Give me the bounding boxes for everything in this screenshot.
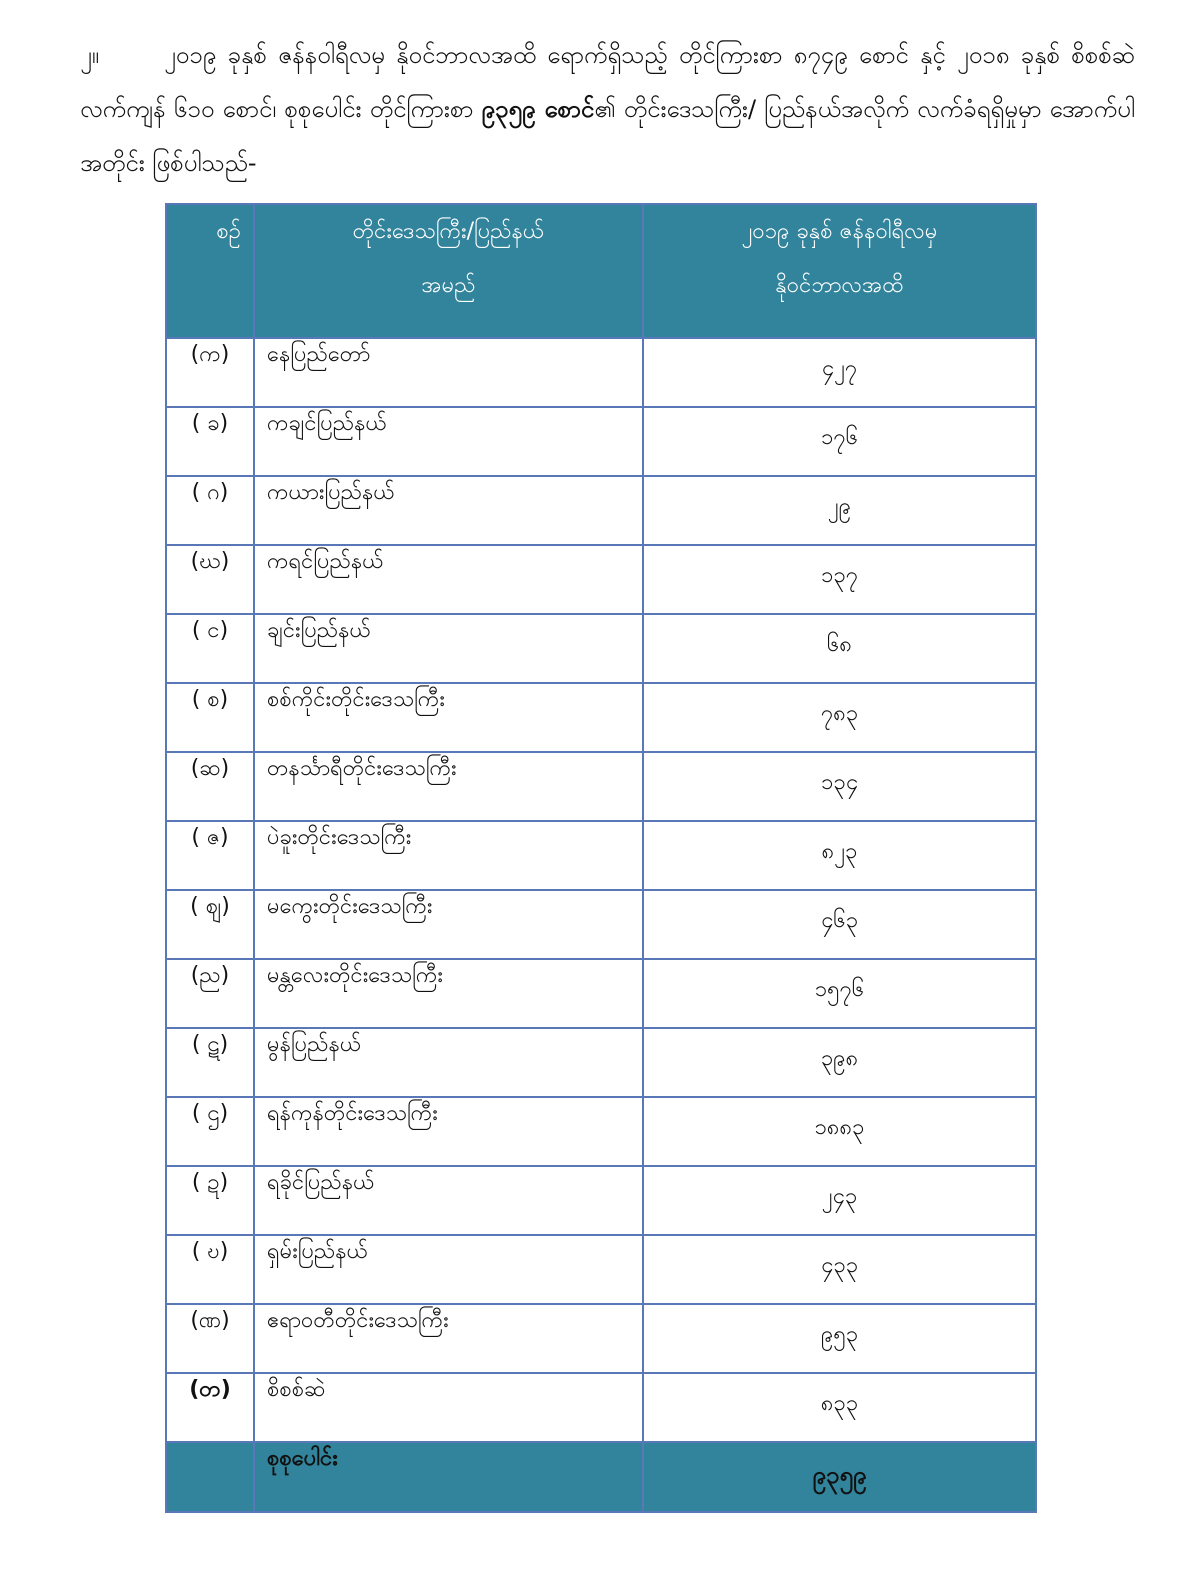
row-value: ၆၈ [643, 614, 1036, 683]
table-row [166, 407, 1036, 476]
paragraph-total-bold: ၉၃၅၉ စောင် [481, 95, 595, 123]
table-row [166, 821, 1036, 890]
header-region-line2: အမည် [421, 273, 476, 298]
row-number: ( ဍ) [166, 1166, 254, 1235]
table-row [166, 1166, 1036, 1235]
row-number: (ဃ) [166, 545, 254, 614]
table-row [166, 545, 1036, 614]
row-value: ၃၉၈ [643, 1028, 1036, 1097]
row-value: ၉၅၃ [643, 1304, 1036, 1373]
header-no [166, 204, 254, 338]
row-value: ၄၆၃ [643, 890, 1036, 959]
row-region-name: ပဲခူးတိုင်းဒေသကြီး [254, 821, 643, 890]
row-region-name: မွန်ပြည်နယ် [254, 1028, 643, 1097]
row-region-name: ရန်ကုန်တိုင်းဒေသကြီး [254, 1097, 643, 1166]
row-number: ( ခ) [166, 407, 254, 476]
row-number: (က) [166, 338, 254, 407]
row-region-name: စစ်ကိုင်းတိုင်းဒေသကြီး [254, 683, 643, 752]
row-region-name: နေပြည်တော် [254, 338, 643, 407]
row-region-name: ချင်းပြည်နယ် [254, 614, 643, 683]
row-value: ၂၄၃ [643, 1166, 1036, 1235]
table-row [166, 890, 1036, 959]
row-region-name: ရခိုင်ပြည်နယ် [254, 1166, 643, 1235]
table-row [166, 338, 1036, 407]
table-header-row [166, 204, 1036, 338]
row-value: ၂၉ [643, 476, 1036, 545]
paragraph-text-part2: ၏ တိုင်းဒေသကြီး/ ပြည်နယ်အလိုက် လက်ခံရရှိမှုမှာ အောက်ပါအတိုင်း ဖြစ်ပါသည်- [80, 95, 1135, 177]
table-row [166, 1373, 1036, 1442]
row-value: ၄၂၇ [643, 338, 1036, 407]
table-row [166, 1235, 1036, 1304]
paragraph-number: ၂။ [80, 41, 100, 69]
table-row [166, 959, 1036, 1028]
intro-paragraph [80, 28, 1135, 190]
row-value: ၈၃၃ [643, 1373, 1036, 1442]
table-row [166, 683, 1036, 752]
row-number: ( ဎ) [166, 1235, 254, 1304]
row-region-name: စိစစ်ဆဲ [254, 1373, 643, 1442]
row-number: (ဆ) [166, 752, 254, 821]
complaints-table [165, 203, 1037, 1513]
row-value: ၇၈၃ [643, 683, 1036, 752]
table-row [166, 614, 1036, 683]
total-no-cell [166, 1442, 254, 1512]
row-value: ၁၇၆ [643, 407, 1036, 476]
row-number: ( ဌ) [166, 1097, 254, 1166]
header-period-line2: နိုဝင်ဘာလအထိ [775, 273, 904, 298]
row-number: ( ဇ) [166, 821, 254, 890]
table-row [166, 476, 1036, 545]
header-region [254, 204, 643, 338]
row-region-name: ကချင်ပြည်နယ် [254, 407, 643, 476]
row-value: ၁၅၇၆ [643, 959, 1036, 1028]
table-total-row [166, 1442, 1036, 1512]
header-period [643, 204, 1036, 338]
row-number: (ည) [166, 959, 254, 1028]
table-row [166, 1028, 1036, 1097]
row-region-name: ကယားပြည်နယ် [254, 476, 643, 545]
row-number: ( ဂ) [166, 476, 254, 545]
row-value: ၁၈၈၃ [643, 1097, 1036, 1166]
row-region-name: ကရင်ပြည်နယ် [254, 545, 643, 614]
table-row [166, 1304, 1036, 1373]
row-value: ၁၃၇ [643, 545, 1036, 614]
row-number: ( စ) [166, 683, 254, 752]
header-region-line1: တိုင်းဒေသကြီး/ပြည်နယ် [352, 219, 545, 244]
total-value: ၉၃၅၉ [643, 1442, 1036, 1512]
row-value: ၈၂၃ [643, 821, 1036, 890]
row-number: ( င) [166, 614, 254, 683]
row-number: ( ဋ) [166, 1028, 254, 1097]
row-number: (တ) [166, 1373, 254, 1442]
row-region-name: ဧရာဝတီတိုင်းဒေသကြီး [254, 1304, 643, 1373]
row-region-name: မန္တလေးတိုင်းဒေသကြီး [254, 959, 643, 1028]
row-region-name: တနင်္သာရီတိုင်းဒေသကြီး [254, 752, 643, 821]
header-period-line1: ၂၀၁၉ ခုနှစ် ဇန်နဝါရီလမှ [741, 219, 938, 244]
row-region-name: မကွေးတိုင်းဒေသကြီး [254, 890, 643, 959]
row-region-name: ရှမ်းပြည်နယ် [254, 1235, 643, 1304]
row-value: ၄၃၃ [643, 1235, 1036, 1304]
header-no-label: စဉ် [216, 219, 241, 244]
row-number: ( ဈ) [166, 890, 254, 959]
row-value: ၁၃၄ [643, 752, 1036, 821]
row-number: (ဏ) [166, 1304, 254, 1373]
table-row [166, 752, 1036, 821]
table-row [166, 1097, 1036, 1166]
total-label: စုစုပေါင်း [254, 1442, 643, 1512]
paragraph-text-part1: ၂၀၁၉ ခုနှစ် ဇန်နဝါရီလမှ နိုဝင်ဘာလအထိ ရောက်ရှိသည့် တိုင်ကြားစာ ၈၇၄၉ စောင် နှင့် ၂၀၁၈ ခုနှစ် စိစစ်ဆဲ လက်ကျန် ၆၁၀ စောင်၊ စုစုပေါင်း တိုင်ကြားစာ [80, 41, 1135, 123]
